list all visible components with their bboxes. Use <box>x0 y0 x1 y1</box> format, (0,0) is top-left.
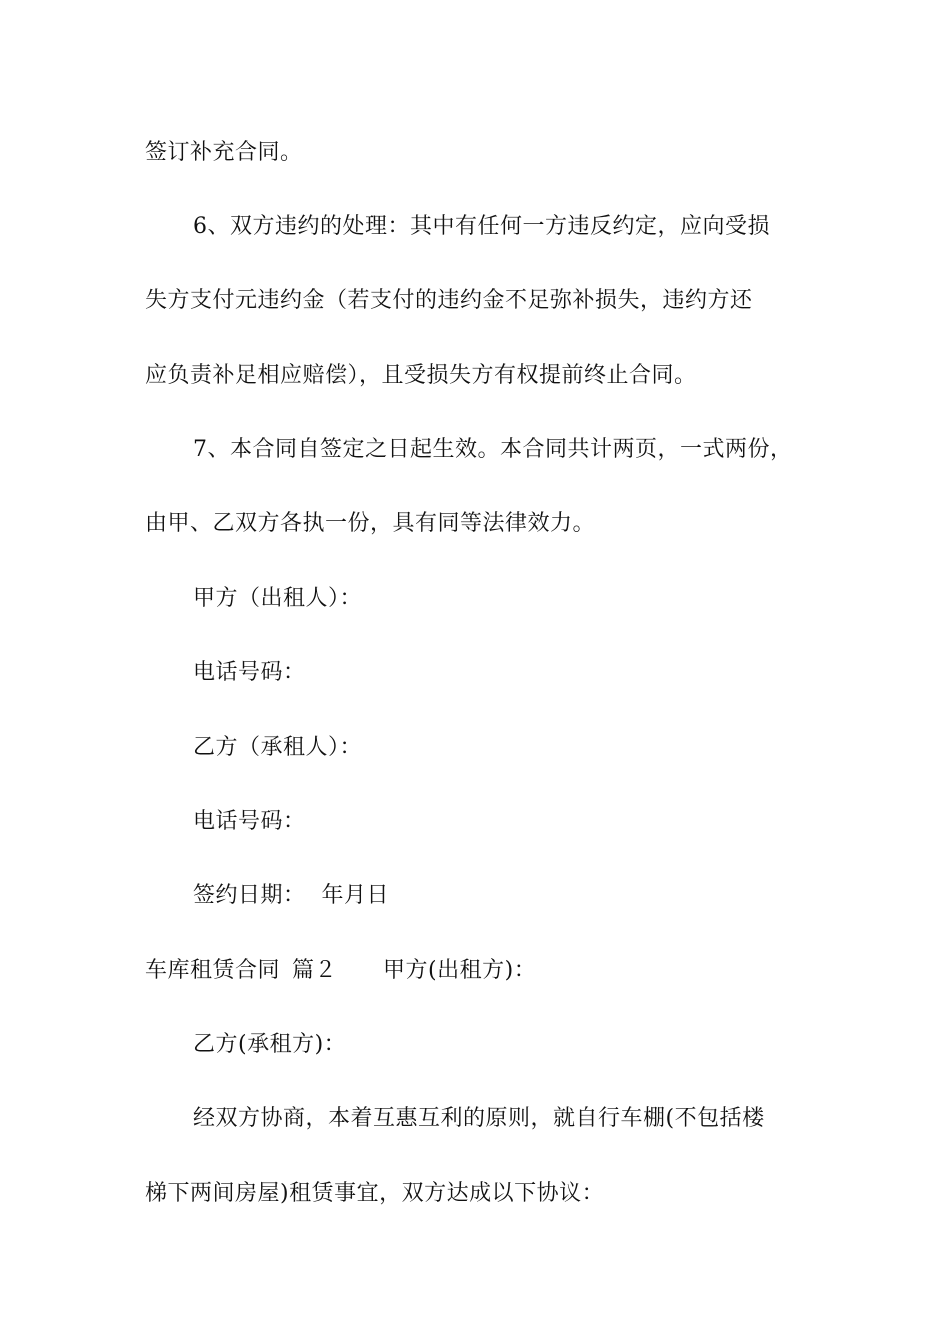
party-a-phone-label: 电话号码： <box>193 660 306 685</box>
signing-date-line <box>193 881 389 911</box>
agreement-intro-line-1: 经双方协商，本着互惠互利的原则，就自行车棚(不包括楼 <box>193 1106 765 1131</box>
clause-6-line-2: 失方支付元违约金（若支付的违约金不足弥补损失，违约方还 <box>145 288 753 313</box>
clause-6-line-1: 6、双方违约的处理：其中有任何一方违反约定，应向受损 <box>193 214 770 239</box>
section-title: 车库租赁合同 <box>145 958 281 983</box>
clause-7-line-2: 由甲、乙双方各执一份，具有同等法律效力。 <box>145 511 596 536</box>
lessee-label: 乙方(承租方)： <box>193 1032 347 1057</box>
signing-date-label: 签约日期： <box>193 883 306 908</box>
signing-date-value: 年月日 <box>321 883 390 908</box>
party-a-label: 甲方（出租人）： <box>193 586 363 611</box>
text-line: 签订补充合同。 <box>145 140 303 165</box>
clause-6-line-3: 应负责补足相应赔偿），且受损失方有权提前终止合同。 <box>145 363 697 388</box>
party-b-phone-label: 电话号码： <box>193 809 306 834</box>
agreement-intro-line-2: 梯下两间房屋)租赁事宜，双方达成以下协议： <box>145 1181 605 1206</box>
section-number: 篇２ <box>292 958 338 983</box>
section-heading-line <box>145 956 536 986</box>
lessor-label: 甲方(出租方)： <box>383 958 537 983</box>
party-b-label: 乙方（承租人）： <box>193 735 363 760</box>
clause-7-line-1: 7、本合同自签定之日起生效。本合同共计两页，一式两份， <box>193 437 793 462</box>
